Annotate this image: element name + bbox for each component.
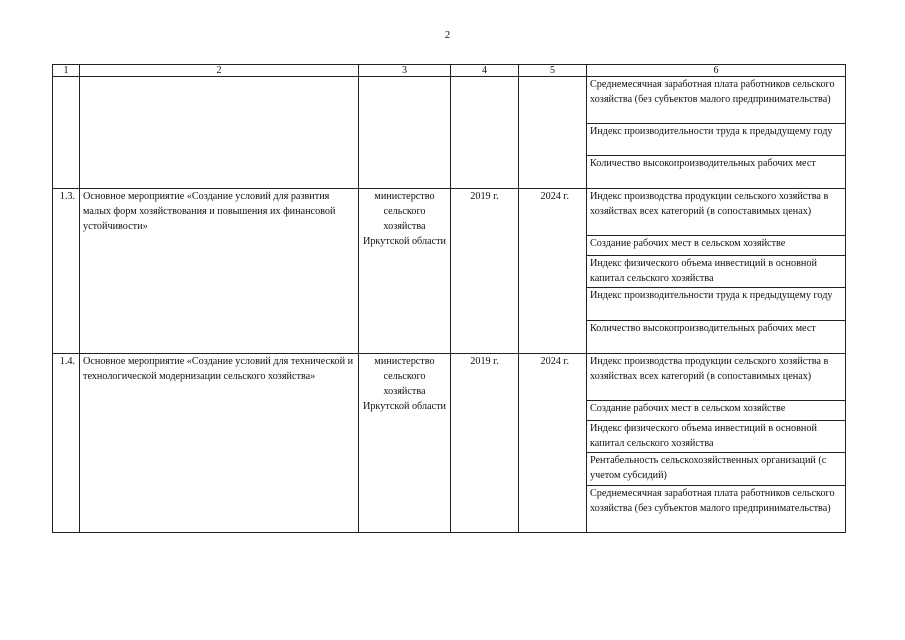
end-cell: [519, 77, 587, 189]
executor-cell: [359, 77, 451, 189]
name-cell: Основное мероприятие «Создание условий для развития малых форм хозяйствования и повышения их финансовой устойчивости»: [80, 189, 359, 354]
indicator-cell: Создание рабочих мест в сельском хозяйстве: [587, 236, 846, 256]
num-cell: 1.4.: [53, 354, 80, 533]
header-col-2: 2: [80, 65, 359, 77]
name-cell: Основное мероприятие «Создание условий для технической и технологической модернизации сельского хозяйства»: [80, 354, 359, 533]
indicator-cell: Количество высокопроизводительных рабочих мест: [587, 156, 846, 189]
indicator-cell: Индекс производства продукции сельского хозяйства в хозяйствах всех категорий (в сопоставимых ценах): [587, 354, 846, 401]
end-cell: 2024 г.: [519, 189, 587, 354]
executor-cell: министерство сельского хозяйства Иркутской области: [359, 354, 451, 533]
header-col-1: 1: [53, 65, 80, 77]
indicator-cell: Индекс производительности труда к предыдущему году: [587, 124, 846, 156]
table-row: [53, 189, 846, 236]
num-cell: [53, 77, 80, 189]
header-col-4: 4: [451, 65, 519, 77]
table-header-row: [53, 65, 846, 77]
name-cell: [80, 77, 359, 189]
header-col-5: 5: [519, 65, 587, 77]
measures-table: [52, 64, 846, 533]
indicator-cell: Создание рабочих мест в сельском хозяйстве: [587, 401, 846, 421]
start-cell: [451, 77, 519, 189]
page-number: 2: [444, 29, 451, 41]
table-row: [53, 354, 846, 401]
executor-cell: министерство сельского хозяйства Иркутской области: [359, 189, 451, 354]
indicator-cell: Индекс физического объема инвестиций в основной капитал сельского хозяйства: [587, 421, 846, 453]
indicator-cell: Среднемесячная заработная плата работников сельского хозяйства (без субъектов малого предпринимательства): [587, 486, 846, 533]
header-col-6: 6: [587, 65, 846, 77]
indicator-cell: Индекс производительности труда к предыдущему году: [587, 288, 846, 321]
table-row: [53, 77, 846, 124]
start-cell: 2019 г.: [451, 189, 519, 354]
indicator-cell: Индекс производства продукции сельского хозяйства в хозяйствах всех категорий (в сопоставимых ценах): [587, 189, 846, 236]
indicator-cell: Количество высокопроизводительных рабочих мест: [587, 321, 846, 354]
num-cell: 1.3.: [53, 189, 80, 354]
end-cell: 2024 г.: [519, 354, 587, 533]
start-cell: 2019 г.: [451, 354, 519, 533]
indicator-cell: Среднемесячная заработная плата работников сельского хозяйства (без субъектов малого предпринимательства): [587, 77, 846, 124]
indicator-cell: Рентабельность сельскохозяйственных организаций (с учетом субсидий): [587, 453, 846, 486]
indicator-cell: Индекс физического объема инвестиций в основной капитал сельского хозяйства: [587, 256, 846, 288]
header-col-3: 3: [359, 65, 451, 77]
